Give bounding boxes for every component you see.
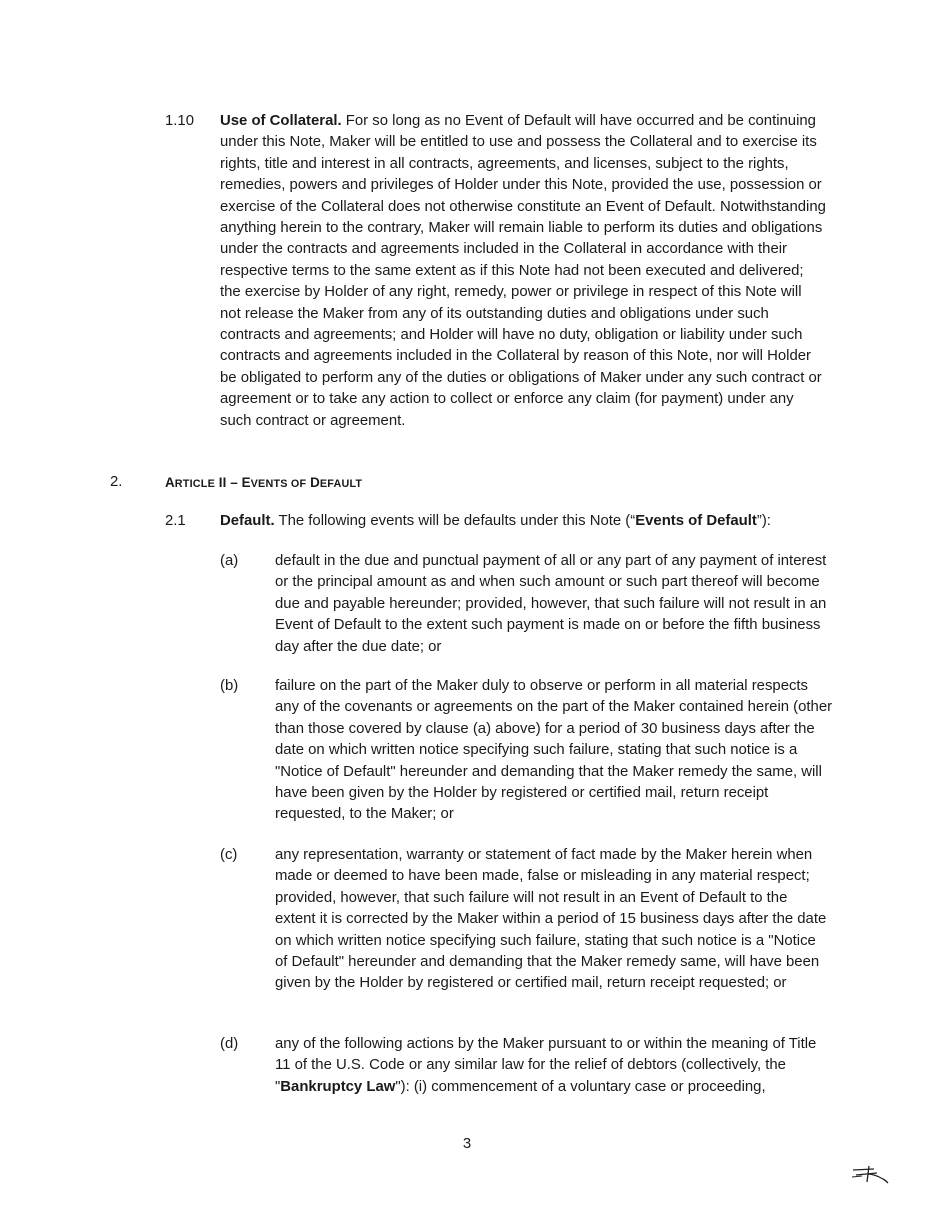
clause-a-label: (a) (220, 553, 239, 569)
page-number: 3 (462, 1136, 472, 1152)
section-1-10-body: For so long as no Event of Default will have occurred and be continuing under this Note, Maker will be entitled to use and possess the Collateral and to exercise its rights, title and interest in all contracts, agreements, and licenses, subject to the rights, remedies, powers and privileges of Holder under this Note, provided the use, possession or exercise of the Collateral does not otherwise constitute an Event of Default. Notwithstanding anything herein to the contrary, Maker will remain liable to perform its duties and obligations under the contracts and agreements included in the Collateral in accordance with their respective terms to the same extent as if this Note had not been executed and delivered; the exercise by Holder of any right, remedy, power or privilege in respect of this Note will not release the Maker from any of its outstanding duties and obligations under such contracts and agreements; and Holder will have no duty, obligation or liability under such contracts and agreements included in the Collateral by reason of this Note, nor will Holder be obligated to perform any of the duties or obligations of Maker under any such contract or agreement or to take any action to collect or enforce any claim (for payment) under any such contract or agreement. (220, 113, 826, 429)
initials-mark-icon (850, 1162, 892, 1188)
clause-a-text: default in the due and punctual payment of all or any part of any payment of interest or the principal amount as and when such amount or such part thereof will become due and payable hereunder; provided, however, that such failure will not result in an Event of Default to the extent such payment is made on or before the fifth business day after the due date; or (275, 553, 827, 655)
clause-d-text (275, 1034, 827, 1098)
section-2-1-body-after: ”): (756, 513, 771, 529)
clause-b-text: failure on the part of the Maker duly to observe or perform in all material respects any of the covenants or agreements on the part of the Maker contained herein (other than those covered by clause (a) above) for a period of 30 business days after the date on which written notice specifying such failure, stating that such notice is a "Notice of Default" hereunder and demanding that the Maker remedy the same, will have been given by the Holder by registered or certified mail, return receipt requested, to the Maker; or (275, 678, 833, 823)
section-1-10-heading: Use of Collateral. (220, 113, 342, 129)
clause-d-text-after: "): (i) commencement of a voluntary case or proceeding, (395, 1078, 766, 1095)
clause-d-text-before: any of the following actions by the Maker pursuant to or within the meaning of Title 11 of the U.S. Code or any similar law for the relief of debtors (collectively, the " (275, 1036, 817, 1095)
clause-b-label: (b) (220, 678, 239, 694)
section-2-1-body-before: The following events will be defaults under this Note (“ (274, 513, 636, 529)
section-2-1-heading: Default. (220, 513, 275, 529)
section-1-10-paragraph (220, 111, 826, 432)
initials-signature (850, 1162, 892, 1188)
article-2-title: ARTICLE II – EVENTS OF DEFAULT (165, 475, 363, 490)
clause-c-label: (c) (220, 847, 238, 863)
clause-d-label: (d) (220, 1036, 239, 1052)
section-number-2-1: 2.1 (165, 513, 186, 529)
section-2-1-paragraph (220, 511, 840, 532)
defined-term-bankruptcy-law: Bankruptcy Law (280, 1078, 396, 1095)
article-2-number: 2. (110, 474, 123, 490)
clause-c-text: any representation, warranty or statement of fact made by the Maker herein when made or deemed to have been made, false or misleading in any material respect; provided, however, that such failure will not result in an Event of Default to the extent it is corrected by the Maker within a period of 15 business days after the date on which written notice specifying such failure, stating that such notice is a "Notice of Default" hereunder and demanding that the Maker remedy same, will have been given by the Holder by registered or certified mail, return receipt requested; or (275, 847, 827, 992)
section-number-1-10: 1.10 (165, 113, 194, 129)
defined-term-events-of-default: Events of Default (635, 513, 757, 529)
